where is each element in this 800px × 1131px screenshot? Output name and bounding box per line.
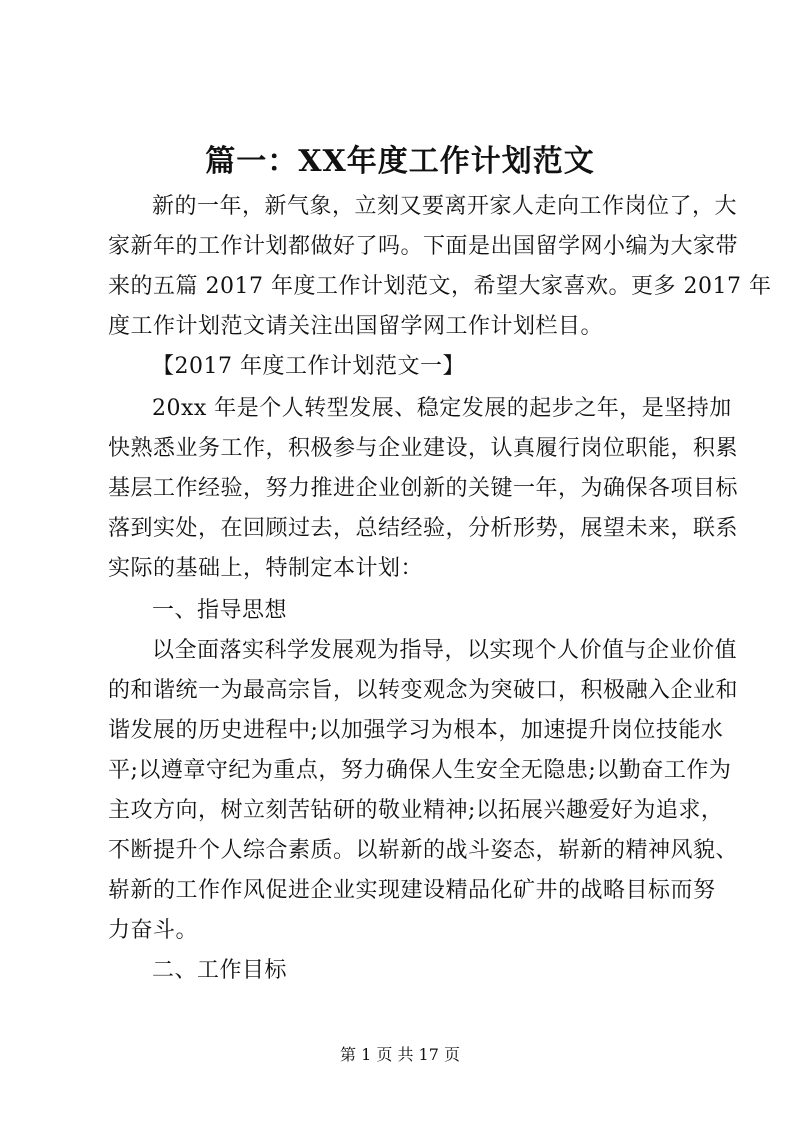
subsection-heading: 一、指导思想 — [152, 598, 288, 623]
paragraph-line: 家新年的工作计划都做好了吗。下面是出国留学网小编为大家带 — [108, 234, 739, 259]
document-title: 篇一：XX年度工作计划范文 — [205, 144, 595, 179]
paragraph-line: 快熟悉业务工作，积极参与企业建设，认真履行岗位职能，积累 — [108, 436, 739, 461]
paragraph-line: 度工作计划范文请关注出国留学网工作计划栏目。 — [108, 314, 604, 339]
paragraph-line: 实际的基础上，特制定本计划： — [108, 556, 424, 581]
paragraph-line: 平;以遵章守纪为重点，努力确保人生安全无隐患;以勤奋工作为 — [108, 758, 732, 783]
paragraph-line: 的和谐统一为最高宗旨，以转变观念为突破口，积极融入企业和 — [108, 678, 739, 703]
paragraph-line: 20xx 年是个人转型发展、稳定发展的起步之年，是坚持加 — [152, 396, 732, 421]
paragraph-line: 不断提升个人综合素质。以崭新的战斗姿态，崭新的精神风貌、 — [108, 838, 739, 863]
paragraph-line: 主攻方向，树立刻苦钻研的敬业精神;以拓展兴趣爱好为追求， — [108, 798, 724, 823]
page-footer: 第 1 页 共 17 页 — [340, 1045, 460, 1064]
paragraph-line: 基层工作经验，努力推进企业创新的关键一年，为确保各项目标 — [108, 476, 739, 501]
subsection-heading: 二、工作目标 — [152, 958, 288, 983]
paragraph-line: 以全面落实科学发展观为指导，以实现个人价值与企业价值 — [152, 638, 738, 663]
paragraph-line: 力奋斗。 — [108, 918, 199, 943]
paragraph-line: 落到实处，在回顾过去，总结经验，分析形势，展望未来，联系 — [108, 516, 739, 541]
paragraph-line: 崭新的工作作风促进企业实现建设精品化矿井的战略目标而努 — [108, 878, 716, 903]
section-heading: 【2017 年度工作计划范文一】 — [152, 354, 465, 379]
paragraph-line: 谐发展的历史进程中;以加强学习为根本，加速提升岗位技能水 — [108, 718, 724, 743]
paragraph-line: 新的一年，新气象，立刻又要离开家人走向工作岗位了，大 — [152, 194, 738, 219]
paragraph-line: 来的五篇 2017 年度工作计划范文，希望大家喜欢。更多 2017 年 — [108, 274, 772, 299]
